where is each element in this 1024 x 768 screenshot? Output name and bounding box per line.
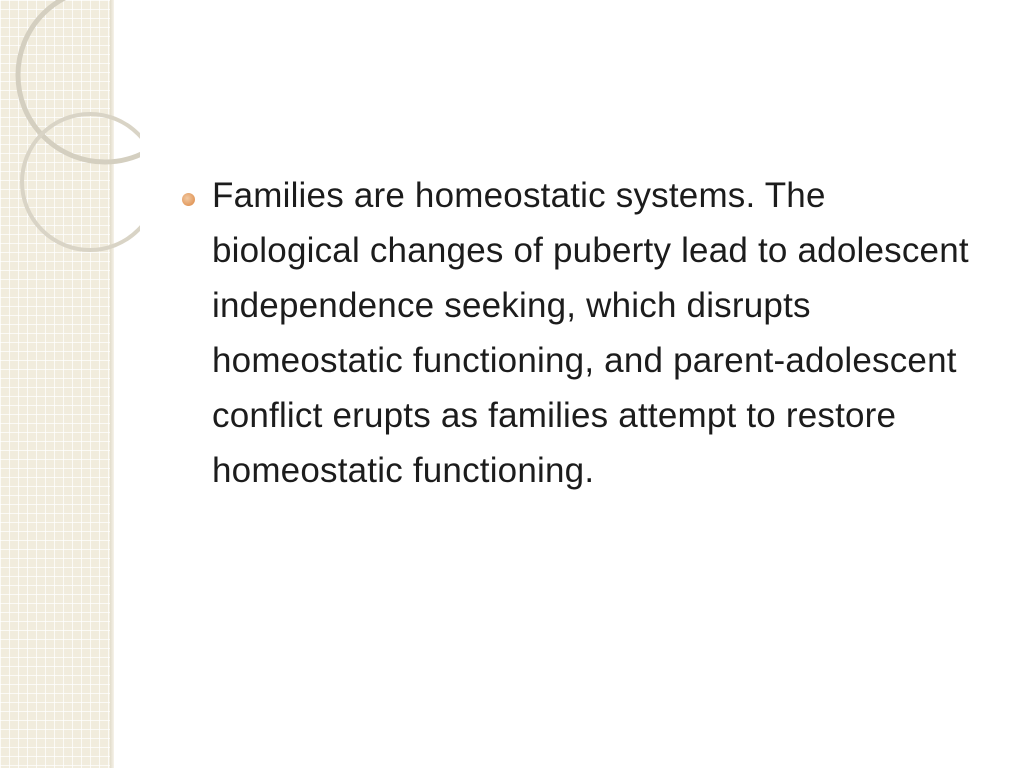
- decorative-ring-small: [22, 114, 140, 250]
- bullet-text: Families are homeostatic systems. The biological changes of puberty lead to adolescent independence seeking, which disrupts homeostatic functioning, and parent-adolescent conflict erupts as families attempt to restore homeostatic functioning.: [212, 176, 969, 490]
- bullet-item: [182, 168, 972, 498]
- bullet-dot-icon: [182, 193, 195, 206]
- slide-content: [182, 168, 972, 498]
- decorative-rings: [0, 0, 140, 260]
